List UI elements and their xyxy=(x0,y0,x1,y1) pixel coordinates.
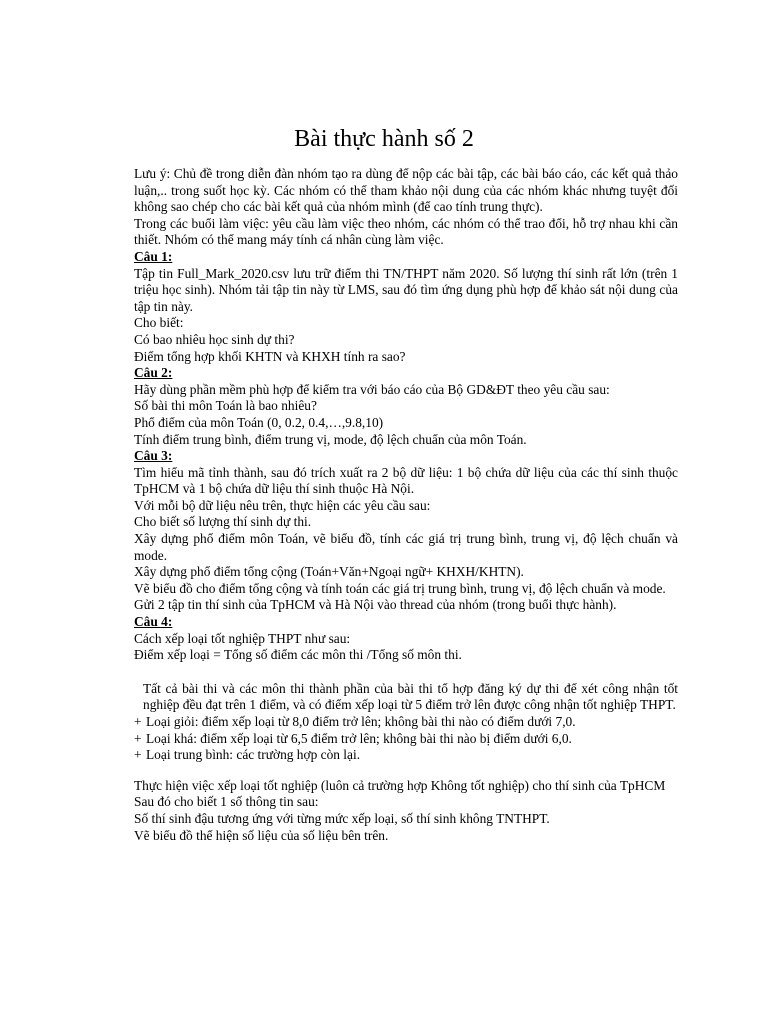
intro-paragraph: Trong các buổi làm việc: yêu cầu làm việc theo nhóm, các nhóm có thể trao đổi, hỗ trợ nhau khi cần thiết. Nhóm có thể mang máy tính cá nhân cùng làm việc. xyxy=(134,215,678,248)
question-4-task: Thực hiện việc xếp loại tốt nghiệp (luôn cả trường hợp Không tốt nghiệp) cho thí sinh của TpHCM xyxy=(134,777,666,793)
bullet-text: Loại trung bình: các trường hợp còn lại. xyxy=(146,747,361,763)
intro-paragraph: Lưu ý: Chủ đề trong diễn đàn nhóm tạo ra dùng để nộp các bài tập, các bài báo cáo, các kết quả thảo luận,.. trong suốt học kỳ. Các nhóm có thể tham khảo nội dung của các nhóm khác nhưng tuyệt đối không sao chép cho các bài kết quả của nhóm mình (để cao tính trung thực). xyxy=(134,166,678,215)
bullet-text: Loại khá: điểm xếp loại từ 6,5 điểm trở lên; không bài thi nào bị điểm dưới 6,0. xyxy=(146,730,572,746)
question-4-task: Sau đó cho biết 1 số thông tin sau: xyxy=(134,794,319,810)
question-1-line: Tập tin Full_Mark_2020.csv lưu trữ điểm thi TN/THPT năm 2020. Số lượng thí sinh rất lớn (trên 1 triệu học sinh). Nhóm tải tập tin này từ LMS, sau đó tìm ứng dụng phù hợp để khảo sát nội dung của tập tin này. xyxy=(134,265,678,314)
question-3-line: Với mỗi bộ dữ liệu nêu trên, thực hiện các yêu cầu sau: xyxy=(134,497,431,513)
question-2-line: Tính điểm trung bình, điểm trung vị, mode, độ lệch chuẩn của môn Toán. xyxy=(134,431,527,447)
question-4-task: Vẽ biểu đồ thể hiện số liệu của số liệu bên trên. xyxy=(134,827,389,843)
question-3-line: Cho biết số lượng thí sinh dự thi. xyxy=(134,514,312,530)
bullet-text: Loại giỏi: điểm xếp loại từ 8,0 điểm trở lên; không bài thi nào có điểm dưới 7,0. xyxy=(146,714,576,729)
spacer xyxy=(134,664,678,681)
document-body xyxy=(134,166,678,844)
question-3-heading: Câu 3: xyxy=(134,448,173,464)
bullet-mark: + xyxy=(134,747,142,763)
graduation-rule-text: Tất cả bài thi và các môn thi thành phần của bài thi tổ hợp đăng ký dự thi để xét công nhận tốt nghiệp đều đạt trên 1 điểm, và có điểm xếp loại từ 5 điểm trở lên được công nhận tốt nghiệp THPT. xyxy=(143,680,678,713)
question-3-line: Xây dựng phổ điểm môn Toán, vẽ biểu đồ, tính các giá trị trung bình, trung vị, độ lệch chuẩn và mode. xyxy=(134,531,678,563)
question-4-task: Số thí sinh đậu tương ứng với từng mức xếp loại, số thí sinh không TNTHPT. xyxy=(134,810,550,826)
question-3-line: Xây dựng phổ điểm tổng cộng (Toán+Văn+Ngoại ngữ+ KHXH/KHTN). xyxy=(134,564,524,580)
question-4-line: Điểm xếp loại = Tổng số điểm các môn thi /Tổng số môn thi. xyxy=(134,647,462,663)
question-3-line: Tìm hiểu mã tỉnh thành, sau đó trích xuất ra 2 bộ dữ liệu: 1 bộ chứa dữ liệu của các thí sinh thuộc TpHCM và 1 bộ chứa dữ liệu thí sinh thuộc Hà Nội. xyxy=(134,464,678,497)
question-2-line: Phổ điểm của môn Toán (0, 0.2, 0.4,…,9.8,10) xyxy=(134,414,384,430)
document-title: Bài thực hành số 2 xyxy=(294,126,474,152)
classification-bullet xyxy=(134,747,678,764)
classification-bullet xyxy=(134,714,678,731)
spacer xyxy=(134,764,678,778)
question-4-line: Cách xếp loại tốt nghiệp THPT như sau: xyxy=(134,630,351,646)
bullet-mark: + xyxy=(134,730,142,746)
question-3-line: Vẽ biểu đồ cho điểm tổng cộng và tính toán các giá trị trung bình, trung vị, độ lệch chuẩn và mode. xyxy=(134,580,666,596)
question-4-heading: Câu 4: xyxy=(134,614,173,630)
question-2-heading: Câu 2: xyxy=(134,365,173,381)
question-1-heading: Câu 1: xyxy=(134,248,173,264)
bullet-mark: + xyxy=(134,714,142,729)
classification-bullet xyxy=(134,731,678,748)
question-2-line: Hãy dùng phần mềm phù hợp để kiểm tra với báo cáo của Bộ GD&ĐT theo yêu cầu sau: xyxy=(134,381,610,397)
question-1-line: Cho biết: xyxy=(134,315,184,331)
question-2-line: Số bài thi môn Toán là bao nhiêu? xyxy=(134,398,317,414)
question-1-line: Điểm tổng hợp khối KHTN và KHXH tính ra sao? xyxy=(134,348,406,364)
question-3-line: Gửi 2 tập tin thí sinh của TpHCM và Hà Nội vào thread của nhóm (trong buổi thực hành). xyxy=(134,597,617,613)
question-1-line: Có bao nhiêu học sinh dự thi? xyxy=(134,331,295,347)
